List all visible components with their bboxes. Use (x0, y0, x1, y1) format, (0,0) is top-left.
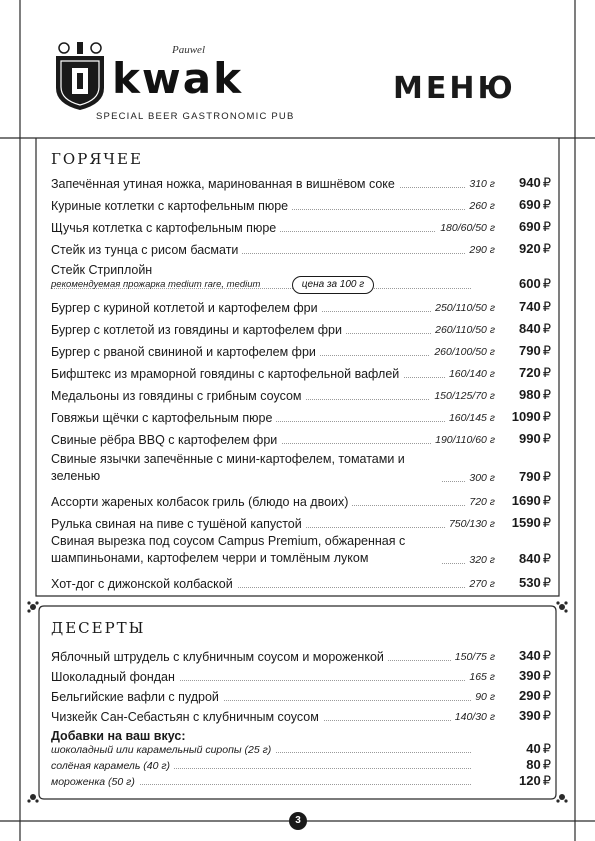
price-value: 1090 (511, 409, 541, 424)
item-name: шоколадный или карамельный сиропы (25 г) (51, 744, 275, 756)
menu-item (51, 340, 551, 362)
item-weight: 90 г (471, 691, 495, 703)
ruble-sign: ₽ (542, 431, 551, 446)
item-name: Свиные рёбра BBQ с картофелем фри (51, 433, 281, 447)
item-name: Бургер с котлетой из говядины и картофелем фри (51, 323, 346, 337)
menu-item (51, 707, 551, 727)
menu-item (51, 667, 551, 687)
price-value: 790 (519, 469, 541, 484)
item-name: мороженка (50 г) (51, 776, 139, 788)
logo-brand: Pauwel (172, 44, 205, 56)
section-heading-hot: ГОРЯЧЕЕ (51, 150, 143, 168)
item-price (512, 409, 551, 425)
section-heading-desserts: ДЕСЕРТЫ (51, 619, 146, 637)
item-price (519, 219, 551, 235)
price-value: 600 (519, 276, 541, 291)
item-name: Медальоны из говядины с грибным соусом (51, 389, 306, 403)
logo-wordmark: kwak (112, 54, 244, 103)
item-weight: 165 г (465, 671, 495, 683)
item-weight: 160/145 г (445, 412, 495, 424)
menu-item (51, 512, 551, 534)
item-name: Свиная вырезка под соусом Campus Premium, обжаренная с шампиньонами, картофелем черри и томлёным луком (51, 533, 441, 567)
ruble-sign: ₽ (542, 708, 551, 723)
price-value: 1690 (511, 493, 541, 508)
item-name: Куриные котлетки с картофельным пюре (51, 199, 292, 213)
ruble-sign: ₽ (542, 688, 551, 703)
item-weight: 260/100/50 г (430, 346, 495, 358)
ruble-sign: ₽ (542, 469, 551, 484)
ruble-sign: ₽ (542, 648, 551, 663)
menu-item (51, 572, 551, 594)
item-price (519, 299, 551, 315)
item-weight: 160/140 г (445, 368, 495, 380)
ruble-sign: ₽ (542, 175, 551, 190)
price-value: 720 (519, 365, 541, 380)
ruble-sign: ₽ (542, 551, 551, 566)
item-name: Стейк из тунца с рисом басмати (51, 243, 242, 257)
ruble-sign: ₽ (542, 365, 551, 380)
menu-item (51, 406, 551, 428)
page-title: МЕНЮ (393, 71, 516, 106)
ruble-sign: ₽ (542, 515, 551, 530)
menu-item (51, 742, 551, 758)
item-weight: 250/110/50 г (431, 302, 495, 314)
menu-item (51, 238, 551, 260)
item-price (519, 387, 551, 403)
item-name: Ассорти жареных колбасок гриль (блюдо на двоих) (51, 495, 352, 509)
item-weight: 180/60/50 г (436, 222, 495, 234)
menu-item (51, 534, 551, 570)
ruble-sign: ₽ (542, 575, 551, 590)
item-price (512, 515, 551, 531)
item-weight: 320 г (465, 554, 495, 566)
item-price (519, 276, 551, 292)
price-value: 290 (519, 688, 541, 703)
item-name: Бургер с рваной свининой и картофелем фри (51, 345, 320, 359)
item-weight: 150/75 г (451, 651, 495, 663)
ruble-sign: ₽ (542, 299, 551, 314)
price-value: 80 (526, 757, 541, 772)
item-name: Шоколадный фондан (51, 670, 179, 684)
price-value: 390 (519, 708, 541, 723)
item-weight: 270 г (465, 578, 495, 590)
item-weight: 140/30 г (451, 711, 495, 723)
price-value: 120 (519, 773, 541, 788)
ruble-sign: ₽ (542, 219, 551, 234)
item-price (519, 551, 551, 567)
ruble-sign: ₽ (542, 757, 551, 772)
item-price (512, 493, 551, 509)
price-per-100g-badge: цена за 100 г (292, 276, 374, 294)
item-name: Запечённая утиная ножка, маринованная в вишнёвом соке (51, 177, 399, 191)
menu-item (51, 452, 551, 488)
item-name: Щучья котлетка с картофельным пюре (51, 221, 280, 235)
price-value: 940 (519, 175, 541, 190)
price-value: 990 (519, 431, 541, 446)
ruble-sign: ₽ (542, 387, 551, 402)
price-value: 390 (519, 668, 541, 683)
item-name: Рулька свиная на пиве с тушёной капустой (51, 517, 306, 531)
item-price (519, 365, 551, 381)
price-value: 40 (526, 741, 541, 756)
pub-logo (50, 38, 300, 128)
ruble-sign: ₽ (542, 773, 551, 788)
menu-item (51, 296, 551, 318)
item-price (519, 241, 551, 257)
item-price (519, 773, 551, 789)
menu-item (51, 216, 551, 238)
item-name: Говяжьи щёчки с картофельным пюре (51, 411, 276, 425)
ruble-sign: ₽ (542, 668, 551, 683)
menu-item (51, 687, 551, 707)
item-price (519, 469, 551, 485)
item-name: Бельгийские вафли с пудрой (51, 690, 223, 704)
item-price (519, 708, 551, 724)
item-name: Бургер с куриной котлетой и картофелем фри (51, 301, 322, 315)
page-number: 3 (289, 812, 307, 830)
item-weight: 150/125/70 г (430, 390, 495, 402)
item-price (519, 343, 551, 359)
ruble-sign: ₽ (542, 197, 551, 212)
price-value: 840 (519, 321, 541, 336)
price-value: 840 (519, 551, 541, 566)
ruble-sign: ₽ (542, 741, 551, 756)
menu-item (51, 490, 551, 512)
ruble-sign: ₽ (542, 343, 551, 358)
price-value: 340 (519, 648, 541, 663)
price-value: 740 (519, 299, 541, 314)
item-weight: 300 г (465, 472, 495, 484)
item-weight: 720 г (465, 496, 495, 508)
item-note: рекомендуемая прожарка medium rare, medium (51, 279, 261, 290)
item-price (519, 668, 551, 684)
menu-item (51, 774, 551, 790)
menu-item (51, 194, 551, 216)
menu-item (51, 318, 551, 340)
item-name: Хот-дог с дижонской колбаской (51, 577, 237, 591)
price-value: 980 (519, 387, 541, 402)
item-price (519, 321, 551, 337)
item-price (526, 741, 551, 757)
logo-tagline: SPECIAL BEER GASTRONOMIC PUB (96, 111, 295, 122)
ruble-sign: ₽ (542, 321, 551, 336)
menu-item (51, 384, 551, 406)
item-weight: 750/130 г (445, 518, 495, 530)
item-weight: 260/110/50 г (431, 324, 495, 336)
item-price (519, 688, 551, 704)
item-price (519, 648, 551, 664)
ruble-sign: ₽ (542, 241, 551, 256)
price-value: 790 (519, 343, 541, 358)
item-name: солёная карамель (40 г) (51, 760, 174, 772)
item-price (526, 757, 551, 773)
price-value: 530 (519, 575, 541, 590)
item-weight: 310 г (465, 178, 495, 190)
price-value: 690 (519, 219, 541, 234)
ruble-sign: ₽ (542, 276, 551, 291)
menu-item (51, 647, 551, 667)
menu-item (51, 758, 551, 774)
item-weight: 260 г (465, 200, 495, 212)
item-weight: 190/110/60 г (431, 434, 495, 446)
price-value: 920 (519, 241, 541, 256)
item-price (519, 197, 551, 213)
shield-icon (50, 40, 110, 112)
item-price (519, 575, 551, 591)
item-price (519, 175, 551, 191)
menu-item (51, 428, 551, 450)
menu-item (51, 362, 551, 384)
price-value: 1590 (511, 515, 541, 530)
item-name: Свиные язычки запечённые с мини-картофелем, томатами и зеленью (51, 451, 441, 485)
item-price (519, 431, 551, 447)
item-name: Яблочный штрудель с клубничным соусом и мороженкой (51, 650, 388, 664)
item-name: Стейк Стриплойн (51, 263, 156, 277)
item-name: Бифштекс из мраморной говядины с картофельной вафлей (51, 367, 403, 381)
ruble-sign: ₽ (542, 409, 551, 424)
ruble-sign: ₽ (542, 493, 551, 508)
item-name: Чизкейк Сан-Себастьян с клубничным соусом (51, 710, 323, 724)
menu-item (51, 172, 551, 194)
item-weight: 290 г (465, 244, 495, 256)
price-value: 690 (519, 197, 541, 212)
addons-title: Добавки на ваш вкус: (51, 729, 186, 743)
